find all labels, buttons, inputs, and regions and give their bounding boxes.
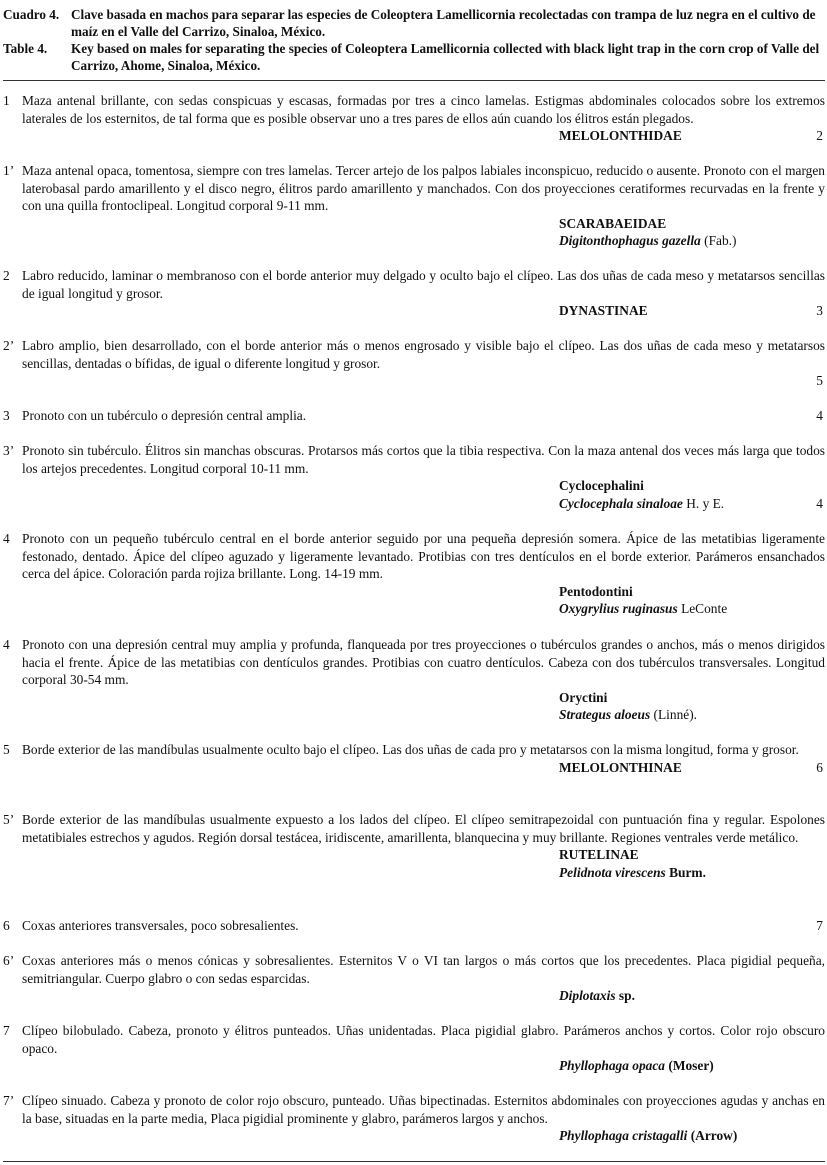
result-line [22,127,825,145]
taxon-group: SCARABAEIDAE [559,215,667,231]
couplet-description: Maza antenal opaca, tomentosa, siempre con tres lamelas. Tercer artejo de los palpos labiales inconspicuo, reducido o ausente. Pronoto con el margen laterobasal pardo amarillento y el disco negro, élitros pardo amarillento y manchados. Con dos proyecciones ceratiformes recurvadas en la frente y con una quilla frontoclipeal. Longitud corporal 9-11 mm. [22,163,825,213]
key-entry [3,636,825,724]
species-name: Phyllophaga cristagalli [559,1128,688,1143]
couplet-description: Pronoto con un pequeño tubérculo central en el borde anterior seguido por una pequeña depresión somera. Ápice de las metatibias ligeramente festonado, dentado. Ápice del clípeo aguzado y ligeramente levantado. Protibias con tres dentículos en el borde exterior. Parámeros ensanchados cerca del ápice. Coloración parda rojiza brillante. Long. 14-19 mm. [22,531,825,581]
key-entry [3,952,825,1005]
species-author: Burm. [669,864,706,880]
lead-number: 3 [816,303,823,318]
result-line [22,583,825,601]
species-author: sp. [618,988,635,1003]
key-entry [3,267,825,320]
couplet-description: Clípeo bilobulado. Cabeza, pronoto y élitros punteados. Uñas unidentadas. Placa pigidial glabro. Parámeros anchos y cortos. Color rojo obscuro opaco. [22,1023,825,1056]
couplet-description: Clípeo sinuado. Cabeza y pronoto de color rojo obscuro, punteado. Uñas bipectinadas. Esternitos abdominales con proyecciones agudas y anchas en la base, situadas en la parte media, Placa pigidial prominente y glabro, parámeros largos y anchos. [22,1093,825,1126]
species-author: (Arrow) [690,1128,738,1143]
couplet-description: Coxas anteriores más o menos cónicas y sobresalientes. Esternitos V o VI tan largos o más cortos que los precedentes. Placa pigidial pequeña, semitriangular. Cuerpo glabro o con sedas esparcidas. [22,953,825,986]
couplet-number: 1 [3,93,10,108]
key-entry [3,530,825,618]
lead-number: 2 [816,128,823,143]
result-line [22,759,825,777]
result-line [22,372,825,390]
key-entry [3,337,825,390]
species-name: Strategus aloeus [559,707,651,722]
couplet-description: Maza antenal brillante, con sedas conspicuas y escasas, formadas por tres a cinco lamelas. Estigmas abdominales colocados sobre los extremos laterales de los esternitos, de tal forma que es posible observar uno a tres pares de ellos aún cuando los élitros están plegados. [22,93,825,126]
couplet-number: 7’ [3,1093,15,1108]
species-line [22,987,825,1005]
couplet-number: 6’ [3,953,15,968]
result-line [22,302,825,320]
species-author: (Moser) [668,1058,714,1073]
couplet-description: Borde exterior de las mandíbulas usualmente oculto bajo el clípeo. Las dos uñas de cada pro y metatarsos con la misma longitud, forma y grosor. [22,742,799,757]
species-name: Oxygrylius ruginasus [559,601,678,616]
species-author: H. y E. [686,495,725,511]
key-entry [3,741,825,776]
species-author: (Fab.) [704,233,737,248]
key-entry [3,1022,825,1075]
result-line [22,846,825,864]
key-entry [3,162,825,250]
bottom-rule [3,1161,825,1162]
lead-number: 6 [816,759,823,775]
species-name: Cyclocephala sinaloae [559,495,683,511]
key-entry [3,442,825,512]
couplet-number: 4 [3,531,10,546]
species-name: Pelidnota virescens [559,864,666,880]
species-author: (Linné). [653,707,698,722]
taxon-group: Pentodontini [559,583,633,599]
couplet-number: 7 [3,1023,10,1038]
caption-english-label: Table 4. [3,41,48,56]
couplet-description: Labro amplio, bien desarrollado, con el borde anterior más o menos engrosado y visible bajo el clípeo. Las dos uñas de cada meso y metatarsos sencillas, dentadas o bífidas, de igual o diferente longitud y grosor. [22,338,825,371]
couplet-description: Borde exterior de las mandíbulas usualmente expuesto a los lados del clípeo. El clípeo semitrapezoidal con puntuación fina y regular. Espolones metatibiales estrechos y agudos. Región dorsal testácea, iridiscente, amarillenta, blanquecina y muy brillante. Regiones ventrales verde metálico. [22,812,825,845]
taxon-group: Oryctini [559,689,608,705]
couplet-number: 5 [3,742,10,757]
couplet-number: 3 [3,408,10,423]
key-entry [3,917,825,935]
result-line [22,689,825,707]
result-line [22,215,825,233]
couplet-description: Pronoto sin tubérculo. Élitros sin manchas obscuras. Protarsos más cortos que la tibia respectiva. Con la maza antenal dos veces más larga que todos los artejos precedentes. Longitud corporal 10-11 mm. [22,443,825,476]
taxon-group: MELOLONTHIDAE [559,128,682,143]
lead-number: 4 [816,408,823,423]
key-entry [3,407,825,425]
lead-number: 5 [816,373,823,388]
species-author: LeConte [681,601,728,616]
caption-spanish [3,6,825,40]
key-entry [3,811,825,881]
couplet-number: 2’ [3,338,15,353]
caption-english [3,40,825,74]
couplet-number: 6 [3,918,10,933]
couplet-number: 1’ [3,163,15,178]
caption-spanish-text: Clave basada en machos para separar las especies de Coleoptera Lamellicornia recolectadas con trampa de luz negra en el cultivo de maíz en el Valle del Carrizo, Sinaloa, México. [71,7,816,39]
species-line [22,1057,825,1075]
taxon-group: MELOLONTHINAE [559,759,682,775]
lead-number: 7 [816,918,823,933]
species-name: Phyllophaga opaca [559,1058,666,1073]
result-line [22,477,825,495]
taxon-group: DYNASTINAE [559,303,648,318]
species-line [22,706,825,724]
couplet-description: Labro reducido, laminar o membranoso con el borde anterior muy delgado y oculto bajo el clípeo. Las dos uñas de cada meso y metatarsos sencillas de igual longitud y grosor. [22,268,825,301]
lead-number: 4 [816,495,823,511]
key-entry [3,1092,825,1145]
couplet-number: 5’ [3,812,15,827]
caption-spanish-label: Cuadro 4. [3,7,60,22]
caption-english-text: Key based on males for separating the species of Coleoptera Lamellicornia collected with black light trap in the corn crop of Valle del Carrizo, Ahome, Sinaloa, México. [71,41,820,73]
species-line [22,864,825,882]
couplet-number: 2 [3,268,10,283]
table-caption [3,6,825,74]
species-line [22,600,825,618]
top-rule [3,80,825,81]
key-entry [3,92,825,145]
species-line [22,495,825,513]
taxon-group: RUTELINAE [559,847,639,862]
species-name: Diplotaxis [559,988,616,1003]
couplet-description: Coxas anteriores transversales, poco sobresalientes. [22,918,299,933]
species-name: Digitonthophagus gazella [559,233,701,248]
couplet-description: Pronoto con una depresión central muy amplia y profunda, flanqueada por tres proyecciones o tubérculos grandes o anchos, más o menos dirigidos hacia el frente. Ápice de las metatibias con dentículos grandes. Protibias con cuatro dentículos. Cabeza con dos tubérculos transversales. Longitud corporal 30-54 mm. [22,637,825,687]
species-line [22,1127,825,1145]
couplet-description: Pronoto con un tubérculo o depresión central amplia. [22,408,307,423]
couplet-number: 4 [3,637,10,652]
taxon-group: Cyclocephalini [559,478,644,493]
species-line [22,232,825,250]
couplet-number: 3’ [3,443,15,458]
